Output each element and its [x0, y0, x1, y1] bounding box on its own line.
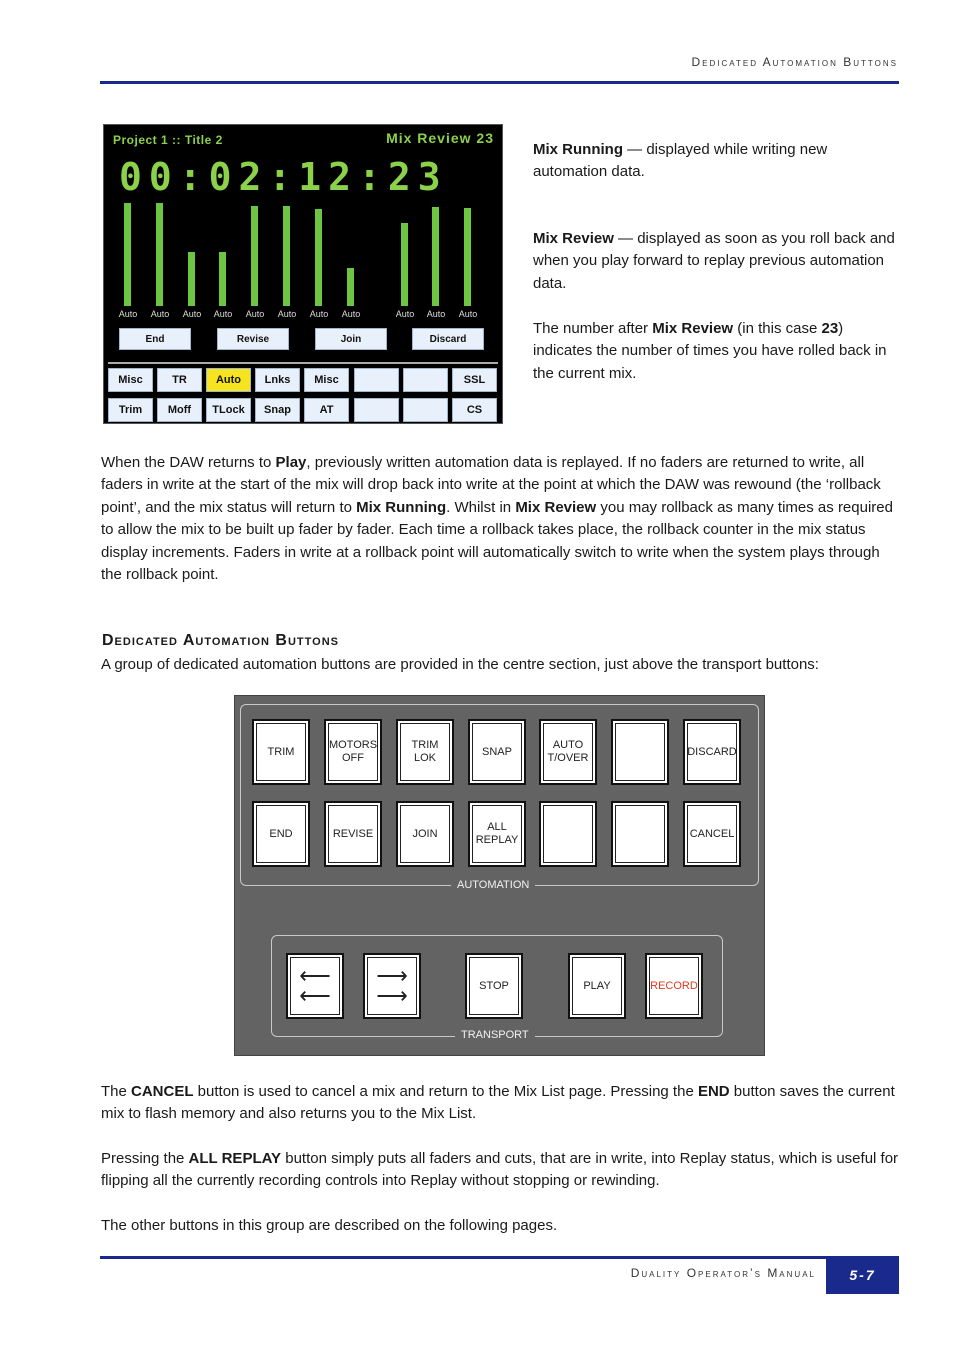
fader-label: Auto — [150, 309, 170, 319]
screen-grid-button-blank[interactable] — [354, 398, 399, 422]
screen-grid-button-tlock[interactable]: TLock — [206, 398, 251, 422]
mix-review-desc: Mix Review — displayed as soon as you roll back and when you play forward to replay previous automation data. — [533, 230, 895, 292]
all-replay-paragraph: Pressing the ALL REPLAY button simply puts all faders and cuts, that are in write, into Replay status, which is useful for flipping all the currently recording controls into Replay without stopping or rewinding. — [101, 1150, 899, 1190]
fader-meter-bar — [401, 223, 408, 306]
section-title: Dedicated Automation Buttons — [102, 632, 339, 649]
motors-off-button[interactable]: MOTORS OFF — [324, 719, 382, 785]
screen-divider — [108, 362, 498, 364]
trim-button[interactable]: TRIM — [252, 719, 310, 785]
timecode: 00:02:12:23 — [119, 155, 448, 199]
mix-status-screen — [103, 124, 503, 424]
screen-grid-button-blank[interactable] — [403, 368, 448, 392]
fader-meter-bar — [219, 252, 226, 306]
fader-meter-bar — [251, 206, 258, 306]
rewind-button[interactable]: ⟵ ⟵ — [286, 953, 344, 1019]
blank-button[interactable] — [611, 801, 669, 867]
footer-rule — [100, 1256, 826, 1259]
fader-label: Auto — [118, 309, 138, 319]
fader-label: Auto — [309, 309, 329, 319]
section-intro: A group of dedicated automation buttons are provided in the centre section, just above the transport buttons: — [101, 656, 819, 673]
screen-grid-button-blank[interactable] — [354, 368, 399, 392]
fader-label: Auto — [182, 309, 202, 319]
fader-meter-bar — [156, 203, 163, 306]
join-button[interactable]: JOIN — [396, 801, 454, 867]
screen-grid-button-blank[interactable] — [403, 398, 448, 422]
screen-grid-button-snap[interactable]: Snap — [255, 398, 300, 422]
screen-grid-button-trim[interactable]: Trim — [108, 398, 153, 422]
end-button[interactable]: END — [252, 801, 310, 867]
project-title: Project 1 :: Title 2 — [113, 133, 223, 147]
screen-grid-button-misc[interactable]: Misc — [108, 368, 153, 392]
snap-button[interactable]: SNAP — [468, 719, 526, 785]
running-header: Dedicated Automation Buttons — [691, 55, 898, 69]
closing-paragraph: The other buttons in this group are described on the following pages. — [101, 1217, 558, 1234]
fader-label: Auto — [395, 309, 415, 319]
fader-label: Auto — [341, 309, 361, 319]
auto-t-over-button[interactable]: AUTO T/OVER — [539, 719, 597, 785]
fader-meter-bar — [283, 206, 290, 306]
screen-grid-button-at[interactable]: AT — [304, 398, 349, 422]
cancel-button[interactable]: CANCEL — [683, 801, 741, 867]
fader-meter-bar — [124, 203, 131, 306]
screen-grid-button-ssl[interactable]: SSL — [452, 368, 497, 392]
blank-button[interactable] — [611, 719, 669, 785]
mix-running-desc: Mix Running — displayed while writing new automation data. — [533, 141, 828, 181]
screen-grid-button-tr[interactable]: TR — [157, 368, 202, 392]
screen-end-button[interactable]: End — [119, 328, 191, 350]
fader-meter-bar — [347, 268, 354, 306]
mix-status: Mix Review 23 — [386, 130, 494, 146]
fader-label: Auto — [458, 309, 478, 319]
automation-panel — [234, 695, 765, 1056]
fader-meter-bar — [188, 252, 195, 306]
footer-title: Duality Operator’s Manual — [630, 1266, 816, 1280]
fader-meter-bar — [315, 209, 322, 306]
cancel-end-paragraph: The CANCEL button is used to cancel a mix and return to the Mix List page. Pressing the END button saves the current mix to flash memory and also returns you to the Mix List. — [101, 1083, 895, 1123]
play-button[interactable]: PLAY — [568, 953, 626, 1019]
screen-revise-button[interactable]: Revise — [217, 328, 289, 350]
screen-grid-button-misc[interactable]: Misc — [304, 368, 349, 392]
screen-grid-button-moff[interactable]: Moff — [157, 398, 202, 422]
fast-forward-button[interactable]: ⟶ ⟶ — [363, 953, 421, 1019]
automation-label: AUTOMATION — [451, 879, 535, 891]
fader-meter-bar — [432, 207, 439, 306]
fader-label: Auto — [245, 309, 265, 319]
page-number: 5-7 — [826, 1256, 899, 1294]
fader-label: Auto — [426, 309, 446, 319]
record-button[interactable]: RECORD — [645, 953, 703, 1019]
transport-label: TRANSPORT — [455, 1029, 535, 1041]
all-replay-button[interactable]: ALL REPLAY — [468, 801, 526, 867]
stop-button[interactable]: STOP — [465, 953, 523, 1019]
fader-meter-bar — [464, 208, 471, 306]
rollback-number-desc: The number after Mix Review (in this case 23) indicates the number of times you have rolled back in the current mix. — [533, 320, 887, 382]
rollback-paragraph: When the DAW returns to Play, previously written automation data is replayed. If no faders are returned to write, all faders in write at the start of the mix will drop back into write at the point at which the DAW was rewound (the ‘rollback point’, and the mix status will return to Mix Running. Whilst in Mix Review you may rollback as many times as required to allow the mix to be built up fader by fader. Each time a rollback takes place, the rollback counter in the mix status display increments. Faders in write at a rollback point will automatically switch to write when the system plays through the rollback point. — [101, 454, 893, 584]
trim-lok-button[interactable]: TRIM LOK — [396, 719, 454, 785]
discard-button[interactable]: DISCARD — [683, 719, 741, 785]
fader-label: Auto — [213, 309, 233, 319]
blank-button[interactable] — [539, 801, 597, 867]
header-rule — [100, 81, 899, 84]
revise-button[interactable]: REVISE — [324, 801, 382, 867]
screen-grid-button-cs[interactable]: CS — [452, 398, 497, 422]
screen-grid-button-auto[interactable]: Auto — [206, 368, 251, 392]
screen-join-button[interactable]: Join — [315, 328, 387, 350]
fader-label: Auto — [277, 309, 297, 319]
screen-grid-button-lnks[interactable]: Lnks — [255, 368, 300, 392]
screen-discard-button[interactable]: Discard — [412, 328, 484, 350]
